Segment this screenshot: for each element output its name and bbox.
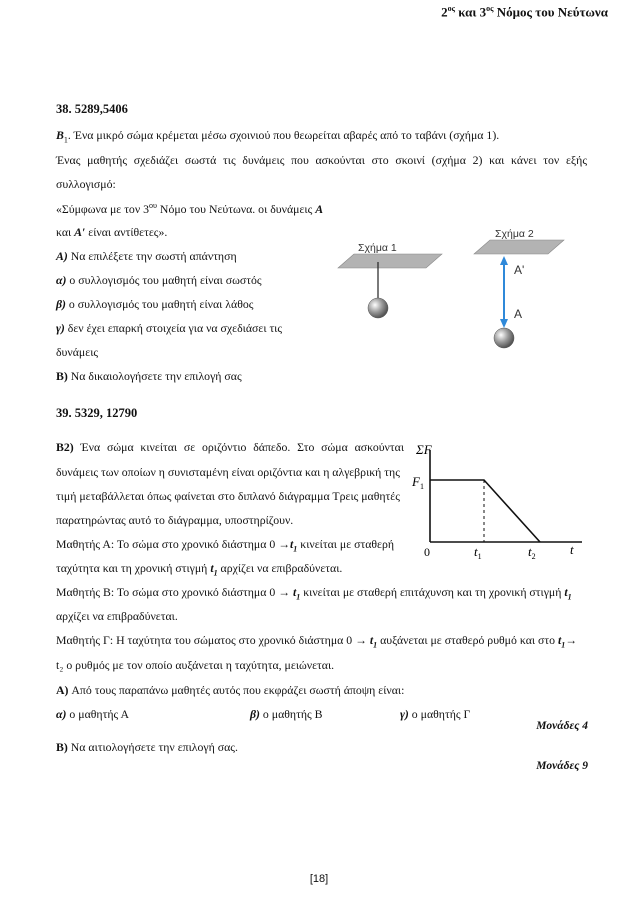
q39-student-c-cont: t₂ ο ρυθμός με τον οποίο αυξάνεται η ταχύτητα, μειώνεται. — [56, 658, 335, 672]
figure-1-caption: Σχήμα 1 — [358, 242, 397, 254]
x-axis-label: t — [570, 542, 574, 557]
origin-label: 0 — [424, 545, 430, 559]
q39-option-b: β) ο μαθητής Β — [250, 707, 323, 721]
t1-tick-label: $t_1$ — [474, 544, 482, 561]
q38-line3: συλλογισμό: — [56, 177, 116, 191]
question-38-title: 38. 5289,5406 — [56, 102, 128, 116]
q39-line2: δυνάμεις των οποίων η συνισταμένη είναι οριζόντια και η αλγεβρική της — [56, 465, 400, 479]
force-label-a-prime: A' — [514, 263, 525, 277]
force-time-graph — [410, 438, 590, 566]
figure-2-forces-on-string — [466, 238, 576, 356]
q39-student-b-cont: αρχίζει να επιβραδύνεται. — [56, 609, 178, 623]
q38-part-b: B) Να δικαιολογήσετε την επιλογή σας — [56, 369, 242, 383]
figure-2-caption: Σχήμα 2 — [495, 228, 534, 240]
ceiling-plate — [474, 240, 564, 254]
q39-student-c: Μαθητής Γ: Η ταχύτητα του σώματος στο χρονικό διάστημα $0 \to t_1$ αυξάνεται με σταθερό ρυθμό και στο $t_1\to$ — [56, 633, 578, 650]
q39-option-c: γ) ο μαθητής Γ — [400, 707, 471, 721]
q39-student-a-cont: ταχύτητα και τη χρονική στιγμή $t_1$ αρχίζει να επιβραδύνεται. — [56, 561, 343, 578]
q38-quote-line2: και A′ είναι αντίθετες». — [56, 225, 168, 239]
q39-b2-line: B2) Ένα σώμα κινείται σε οριζόντιο δάπεδο. Στο σώμα ασκούνται — [56, 440, 404, 454]
ceiling-plate — [338, 254, 442, 268]
q38-option-b: β) ο συλλογισμός του μαθητή είναι λάθος — [56, 297, 254, 311]
force-curve — [430, 480, 540, 542]
force-arrow-head-up — [500, 256, 508, 265]
q39-marks-b: Μονάδες 9 — [536, 760, 588, 772]
f1-level-label: $F_1$ — [412, 474, 424, 491]
q39-student-a: Μαθητής Α: Το σώμα στο χρονικό διάστημα $0 \to t_1$ κινείται με σταθερή — [56, 537, 395, 554]
q38-option-c: γ) δεν έχει επαρκή στοιχεία για να σχεδιάσει τις — [56, 321, 283, 335]
running-header: $2^{o\varsigma}$ και $3^{o\varsigma}$ Νόμος του Νεύτωνα — [441, 4, 608, 20]
q38-quote-line: «Σύμφωνα με τον $3^{o\upsilon}$ Νόμο του Νεύτωνα. οι δυνάμεις A — [56, 201, 324, 216]
y-axis-label: ΣF — [416, 442, 432, 457]
q39-student-b: Μαθητής Β: Το σώμα στο χρονικό διάστημα $0 \to t_1$ κινείται με σταθερή επιτάχυνση και τη χρονική στιγμή $t_1$ — [56, 585, 572, 602]
q39-line4: παρατηρώντας αυτό το διάγραμμα, υποστηρίζουν. — [56, 513, 294, 527]
ball — [494, 328, 514, 348]
q39-marks-a: Μονάδες 4 — [536, 720, 588, 732]
q38-b1-line: $B_1$. Ένα μικρό σώμα κρέμεται μέσω σχοινιού που θεωρείται αβαρές από το ταβάνι (σχήμα 1). — [56, 128, 500, 145]
q39-part-a: A) Από τους παραπάνω μαθητές αυτός που εκφράζει σωστή άποψη είναι: — [56, 683, 405, 697]
t2-tick-label: $t_2$ — [528, 544, 536, 561]
q39-part-b: B) Να αιτιολογήσετε την επιλογή σας. — [56, 740, 238, 754]
q38-option-a: α) ο συλλογισμός του μαθητή είναι σωστός — [56, 273, 262, 287]
q39-option-a: α) ο μαθητής Α — [56, 707, 129, 721]
force-arrow-head-down — [500, 319, 508, 328]
figure-1-hanging-mass — [330, 252, 450, 324]
page-number: [18] — [309, 873, 329, 885]
question-39-title: 39. 5329, 12790 — [56, 406, 138, 420]
q38-option-c-cont: δυνάμεις — [56, 345, 99, 359]
q39-line3: τιμή μεταβάλλεται όπως φαίνεται στο διπλανό διάγραμμα Τρεις μαθητές — [56, 489, 400, 503]
q38-line2: Ένας μαθητής σχεδιάζει σωστά τις δυνάμεις που ασκούνται στο σκοινί (σχήμα 2) και κάνει τον εξής — [56, 153, 587, 167]
q38-part-a: A) Να επιλέξετε την σωστή απάντηση — [56, 249, 237, 263]
force-label-a: A — [514, 307, 523, 321]
ball — [368, 298, 388, 318]
